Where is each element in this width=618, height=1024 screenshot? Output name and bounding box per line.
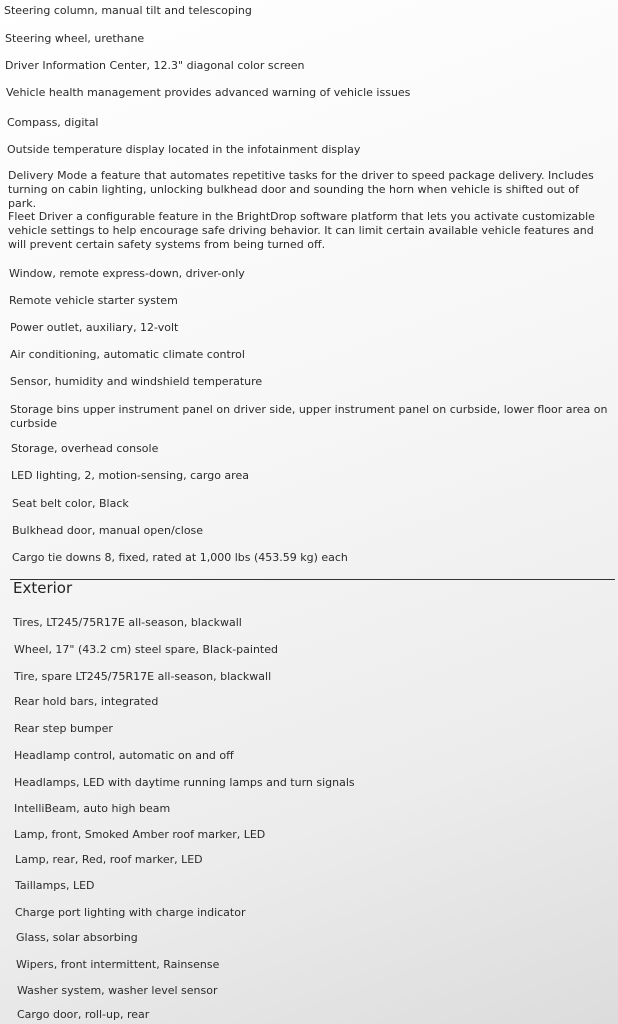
list-item: Seat belt color, Black bbox=[12, 497, 129, 510]
list-item: Remote vehicle starter system bbox=[9, 294, 178, 307]
list-item: Lamp, front, Smoked Amber roof marker, LED bbox=[14, 828, 266, 841]
list-item: Rear step bumper bbox=[14, 722, 113, 735]
section-divider bbox=[10, 579, 615, 580]
list-item: Delivery Mode a feature that automates repetitive tasks for the driver to speed package delivery. Includes turning on cabin lighting, unlocking bulkhead door and sounding the horn when vehicle is shifted out of park. bbox=[8, 169, 594, 210]
list-item: Headlamp control, automatic on and off bbox=[14, 749, 234, 762]
list-item: Washer system, washer level sensor bbox=[17, 984, 218, 997]
list-item: Window, remote express-down, driver-only bbox=[9, 267, 245, 280]
list-item: Taillamps, LED bbox=[15, 879, 95, 892]
list-item: Rear hold bars, integrated bbox=[14, 695, 159, 708]
list-item: Tires, LT245/75R17E all-season, blackwall bbox=[13, 616, 242, 629]
list-item: Lamp, rear, Red, roof marker, LED bbox=[15, 853, 203, 866]
list-item: Outside temperature display located in the infotainment display bbox=[7, 143, 361, 156]
list-item: LED lighting, 2, motion-sensing, cargo area bbox=[11, 469, 249, 482]
list-item: IntelliBeam, auto high beam bbox=[14, 802, 171, 815]
list-item: Vehicle health management provides advanced warning of vehicle issues bbox=[6, 86, 411, 99]
list-item: Fleet Driver a configurable feature in the BrightDrop software platform that lets you activate customizable vehicle settings to help encourage safe driving behavior. It can limit certain available vehicle features and will prevent certain safety systems from being turned off. bbox=[8, 210, 595, 251]
list-item: Glass, solar absorbing bbox=[16, 931, 138, 944]
list-item: Charge port lighting with charge indicator bbox=[15, 906, 246, 919]
list-item: Steering column, manual tilt and telescoping bbox=[4, 4, 252, 17]
list-item: Compass, digital bbox=[7, 116, 99, 129]
list-item: Headlamps, LED with daytime running lamps and turn signals bbox=[14, 776, 355, 789]
list-item: Cargo tie downs 8, fixed, rated at 1,000 lbs (453.59 kg) each bbox=[12, 551, 348, 564]
list-item: Tire, spare LT245/75R17E all-season, blackwall bbox=[14, 670, 272, 683]
section-heading-exterior: Exterior bbox=[13, 579, 73, 597]
list-item: Power outlet, auxiliary, 12-volt bbox=[10, 321, 179, 334]
list-item: Wheel, 17" (43.2 cm) steel spare, Black-painted bbox=[14, 643, 278, 656]
list-item: Sensor, humidity and windshield temperature bbox=[10, 375, 263, 388]
list-item: Driver Information Center, 12.3" diagonal color screen bbox=[5, 59, 305, 72]
list-item: Cargo door, roll-up, rear bbox=[17, 1008, 150, 1021]
list-item: Bulkhead door, manual open/close bbox=[12, 524, 204, 537]
list-item: Steering wheel, urethane bbox=[5, 32, 145, 45]
list-item: Storage, overhead console bbox=[11, 442, 159, 455]
list-item: Storage bins upper instrument panel on driver side, upper instrument panel on curbside, lower floor area on curbside bbox=[10, 403, 608, 430]
list-item: Wipers, front intermittent, Rainsense bbox=[16, 958, 220, 971]
list-item: Air conditioning, automatic climate control bbox=[10, 348, 245, 361]
